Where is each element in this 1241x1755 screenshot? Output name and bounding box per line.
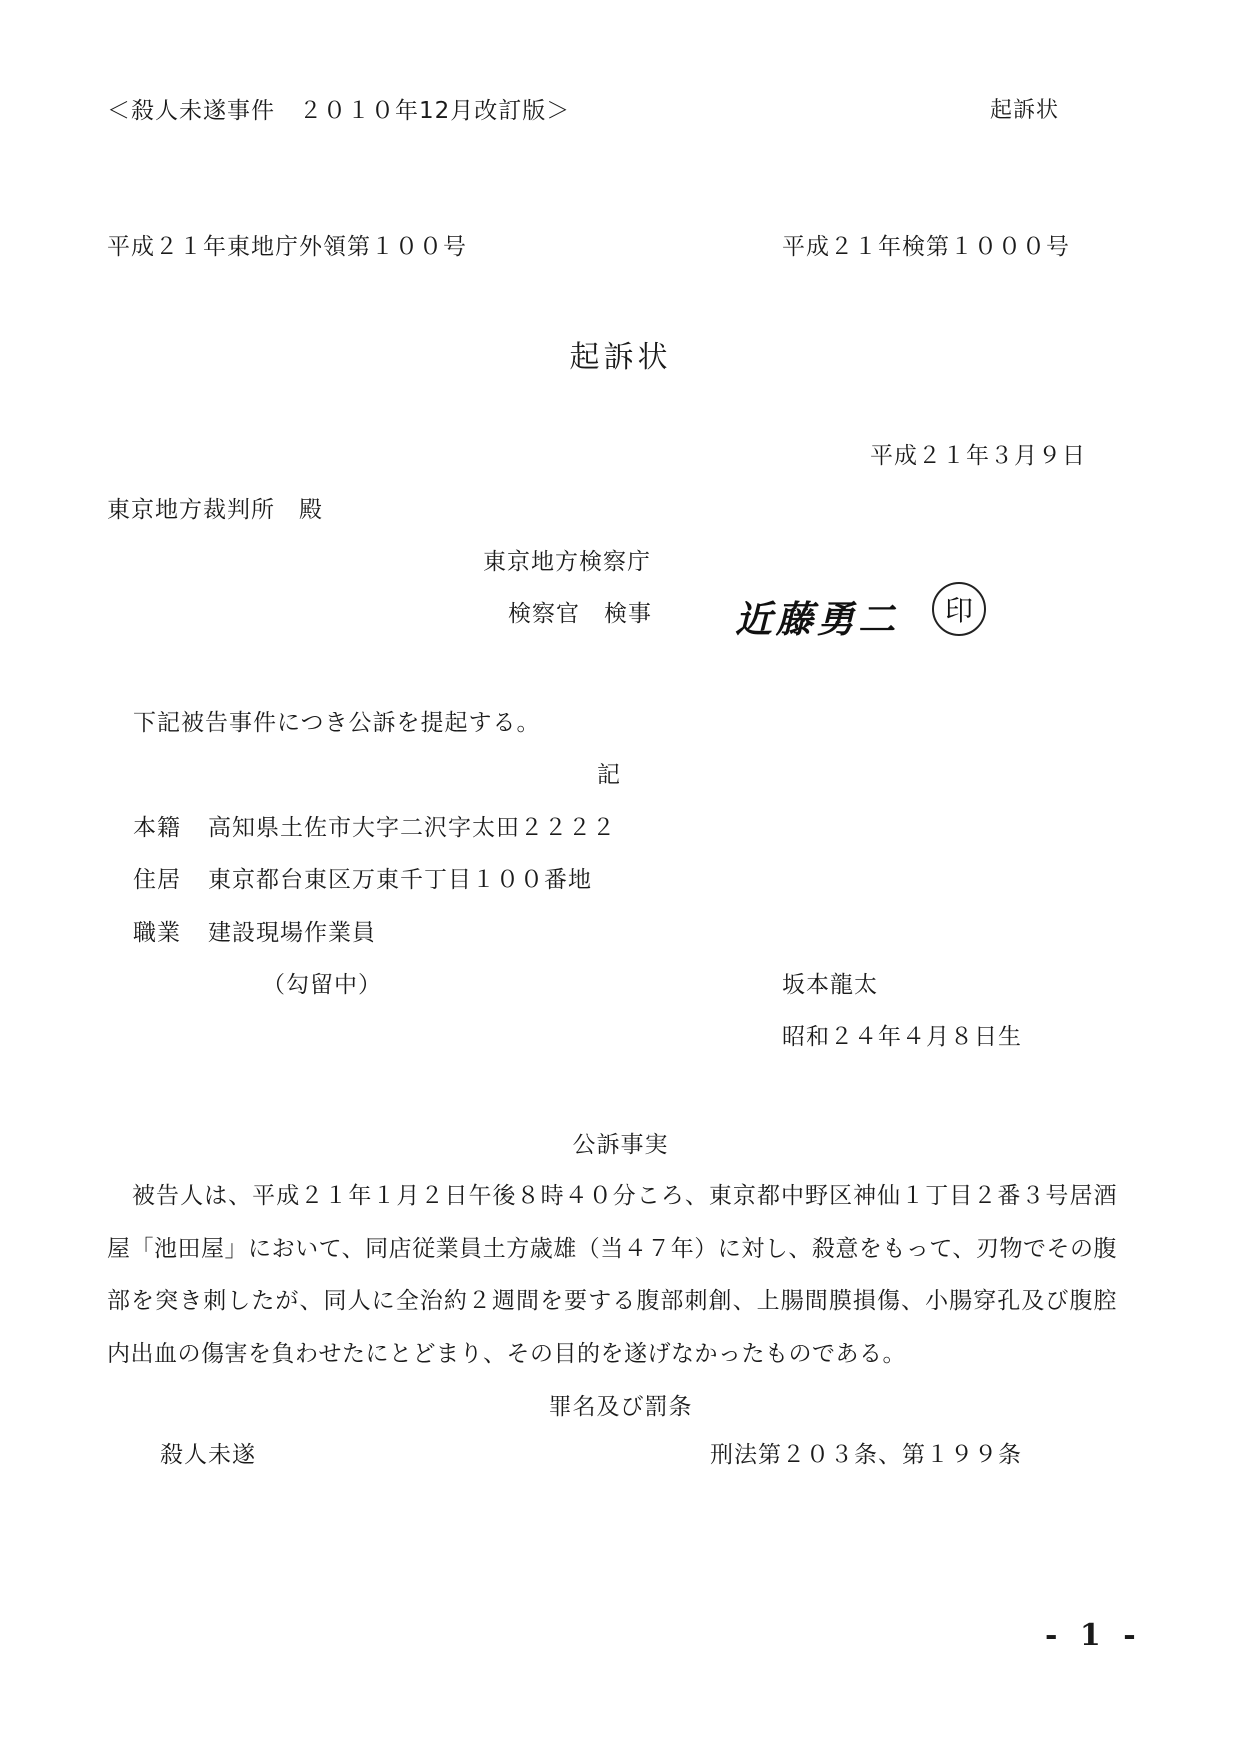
defendant-birthdate: 昭和２４年４月８日生 — [782, 1024, 1022, 1050]
page-number: - 1 - — [1045, 1618, 1142, 1653]
honseki-label: 本籍 — [133, 815, 181, 841]
defendant-name: 坂本龍太 — [782, 972, 878, 998]
jukyo-value: 東京都台東区万東千丁目１００番地 — [208, 867, 592, 893]
honseki-value: 高知県土佐市大字二沢字太田２２２２ — [208, 815, 616, 841]
prosecutor-title: 検察官 検事 — [508, 601, 652, 627]
seal-stamp: 印 — [932, 582, 986, 636]
prosecutor-signature: 近藤勇二 — [735, 597, 899, 641]
edition-header: ＜殺人未遂事件 ２０１０年12月改訂版＞ — [107, 98, 571, 124]
case-number-right: 平成２１年検第１０００号 — [782, 234, 1070, 260]
charge-articles: 刑法第２０３条、第１９９条 — [710, 1442, 1022, 1468]
shokugyo-label: 職業 — [133, 920, 181, 946]
jukyo-label: 住居 — [133, 867, 181, 893]
charges-heading: 罪名及び罰条 — [548, 1394, 693, 1420]
ki-heading: 記 — [597, 762, 621, 788]
indictment-date: 平成２１年３月９日 — [870, 443, 1086, 469]
case-number-left: 平成２１年東地庁外領第１００号 — [107, 234, 467, 260]
intro-sentence: 下記被告事件につき公訴を提起する。 — [133, 710, 541, 736]
shokugyo-value: 建設現場作業員 — [208, 920, 376, 946]
facts-heading: 公訴事実 — [572, 1132, 669, 1158]
doc-type-label: 起訴状 — [990, 98, 1060, 123]
document-title: 起訴状 — [569, 340, 672, 375]
facts-paragraph: 被告人は、平成２１年１月２日午後８時４０分ころ、東京都中野区神仙１丁目２番３号居酒屋「池田屋」において、同店従業員土方歳雄（当４７年）に対し、殺意をもって、刃物でその腹部を突き刺したが、同人に全治約２週間を要する腹部刺創、上腸間膜損傷、小腸穿孔及び腹腔内出血の傷害を負わせたにとどまり、その目的を遂げなかったものである。 — [107, 1183, 1117, 1367]
charge-name: 殺人未遂 — [160, 1442, 256, 1468]
custody-status: （勾留中） — [262, 972, 382, 998]
prosecutor-office: 東京地方検察庁 — [483, 549, 651, 575]
court-addressee: 東京地方裁判所 殿 — [107, 497, 323, 523]
